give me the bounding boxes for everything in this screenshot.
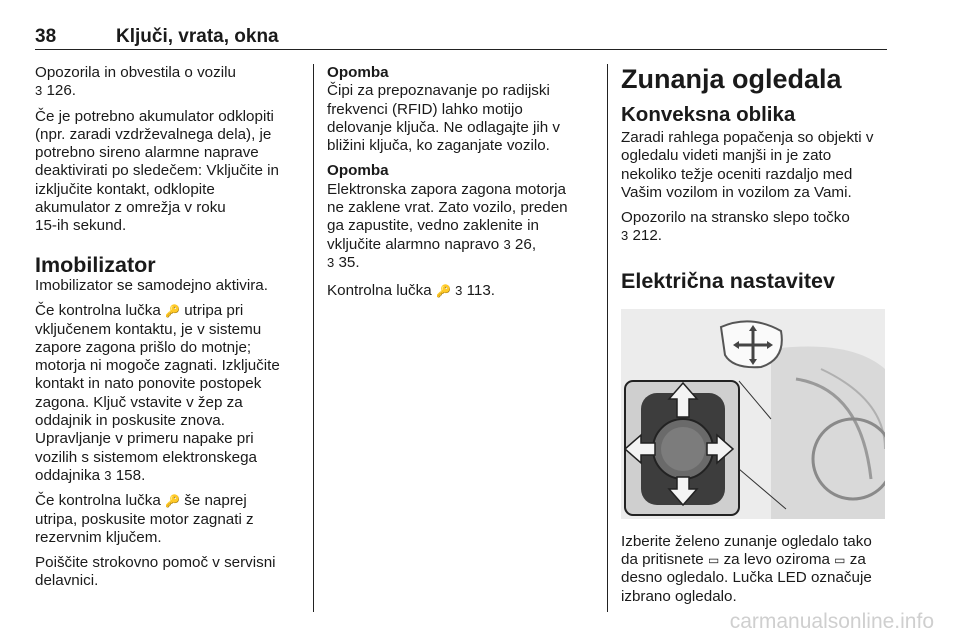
column-left (35, 64, 303, 598)
note-ref-2[interactable]: 35. (338, 253, 360, 271)
watermark: carmanualsonline.info (729, 610, 934, 633)
chapter-title: Ključi, vrata, okna (116, 26, 279, 47)
column-right (621, 64, 891, 613)
ref-arrow-icon: 3 (327, 254, 335, 270)
note-1: Opomba Čipi za prepoznavanje po radijski frekvenci (RFID) lahko motijo delovanje ključa. Ne odlagajte jih v bližini ključa, ko zaganjate vozilo. (327, 64, 561, 155)
right-mirror-icon: ▭ (834, 553, 846, 568)
ref-arrow-icon: 3 (104, 467, 112, 483)
section-heading-immobilizer: Imobilizator (35, 252, 156, 277)
header-rule (35, 49, 887, 50)
immobilizer-p4: Poiščite strokovno pomoč v servisni delavnici. (35, 554, 276, 590)
note-ref-1[interactable]: 26, (514, 235, 537, 253)
blind-spot-paragraph: Opozorilo na stransko slepo točko 3 212. (621, 209, 850, 245)
subheading-electric: Električna nastavitev (621, 268, 835, 293)
subheading-convex: Konveksna oblika (621, 103, 796, 126)
alarm-paragraph: Če je potrebno akumulator odklopiti (npr. zaradi vzdrževalnega dela), je potrebno sireno alarmne naprave deaktivirati po sledečem: Vključite in izključite kontakt, odklopite akumulator z omrežja v roku 15-ih sekund. (35, 107, 279, 235)
ref-arrow-icon: 3 (621, 228, 629, 244)
left-mirror-icon: ▭ (707, 553, 720, 568)
column-middle (327, 64, 593, 308)
column-divider-1 (313, 64, 314, 612)
note-2: Opomba Elektronska zapora zagona motorja ne zaklene vrat. Zato vozilo, preden ga zapustite, vedno zaklenite in vključite alarmno napravo 3 26, 3 35. (327, 162, 568, 271)
lamp-ref[interactable]: 113. (466, 282, 496, 300)
ref-arrow-icon: 3 (455, 283, 463, 299)
immobilizer-lamp-icon: 🔑 (435, 284, 451, 299)
immobilizer-p2: Če kontrolna lučka 🔑 utripa pri vključenem kontaktu, je v sistemu zapore zagona prišlo do motnje; motorja ni mogoče zagnati. Izključite kontakt in nato ponovite postopek zagona. Ključ vstavite v žep za oddajnik in poskusite znova. Upravljanje v primeru napake pri vozilih s sistemom elektronskega oddajnika 3 158. (35, 302, 280, 484)
intro-ref[interactable]: 126. (46, 82, 77, 100)
note-label: Opomba (327, 162, 389, 180)
column-divider-2 (607, 64, 608, 612)
blind-spot-ref[interactable]: 212. (632, 227, 663, 245)
page-number: 38 (35, 26, 57, 47)
immobilizer-lamp-icon: 🔑 (165, 304, 180, 319)
immobilizer-lamp-icon: 🔑 (165, 494, 180, 509)
immobilizer-p3: Če kontrolna lučka 🔑 še naprej utripa, poskusite motor zagnati z rezervnim ključem. (35, 492, 254, 546)
page-header (35, 26, 887, 50)
intro-paragraph: Opozorila in obvestila o vozilu 3 126. (35, 64, 236, 100)
note-label: Opomba (327, 64, 389, 81)
lamp-paragraph: Kontrolna lučka 🔑 3 113. (327, 282, 496, 300)
immobilizer-p1: Imobilizator se samodejno aktivira. (35, 276, 268, 294)
immobilizer-ref[interactable]: 158. (115, 466, 146, 484)
ref-arrow-icon: 3 (503, 236, 511, 252)
mirror-control-illustration (621, 309, 885, 519)
mirror-control-figure (621, 309, 885, 519)
ref-arrow-icon: 3 (35, 83, 43, 99)
convex-paragraph: Zaradi rahlega popačenja so objekti v ogledalu videti manjši in je zato nekoliko težje oceniti razdaljo med Vašim vozilom in vozilom za Vami. (621, 129, 874, 201)
section-title-mirrors: Zunanja ogledala (621, 64, 842, 94)
electric-paragraph: Izberite želeno zunanje ogledalo tako da pritisnete ▭ za levo oziroma ▭ za desno ogledalo. Lučka LED označuje izbrano ogledalo. (621, 532, 872, 605)
